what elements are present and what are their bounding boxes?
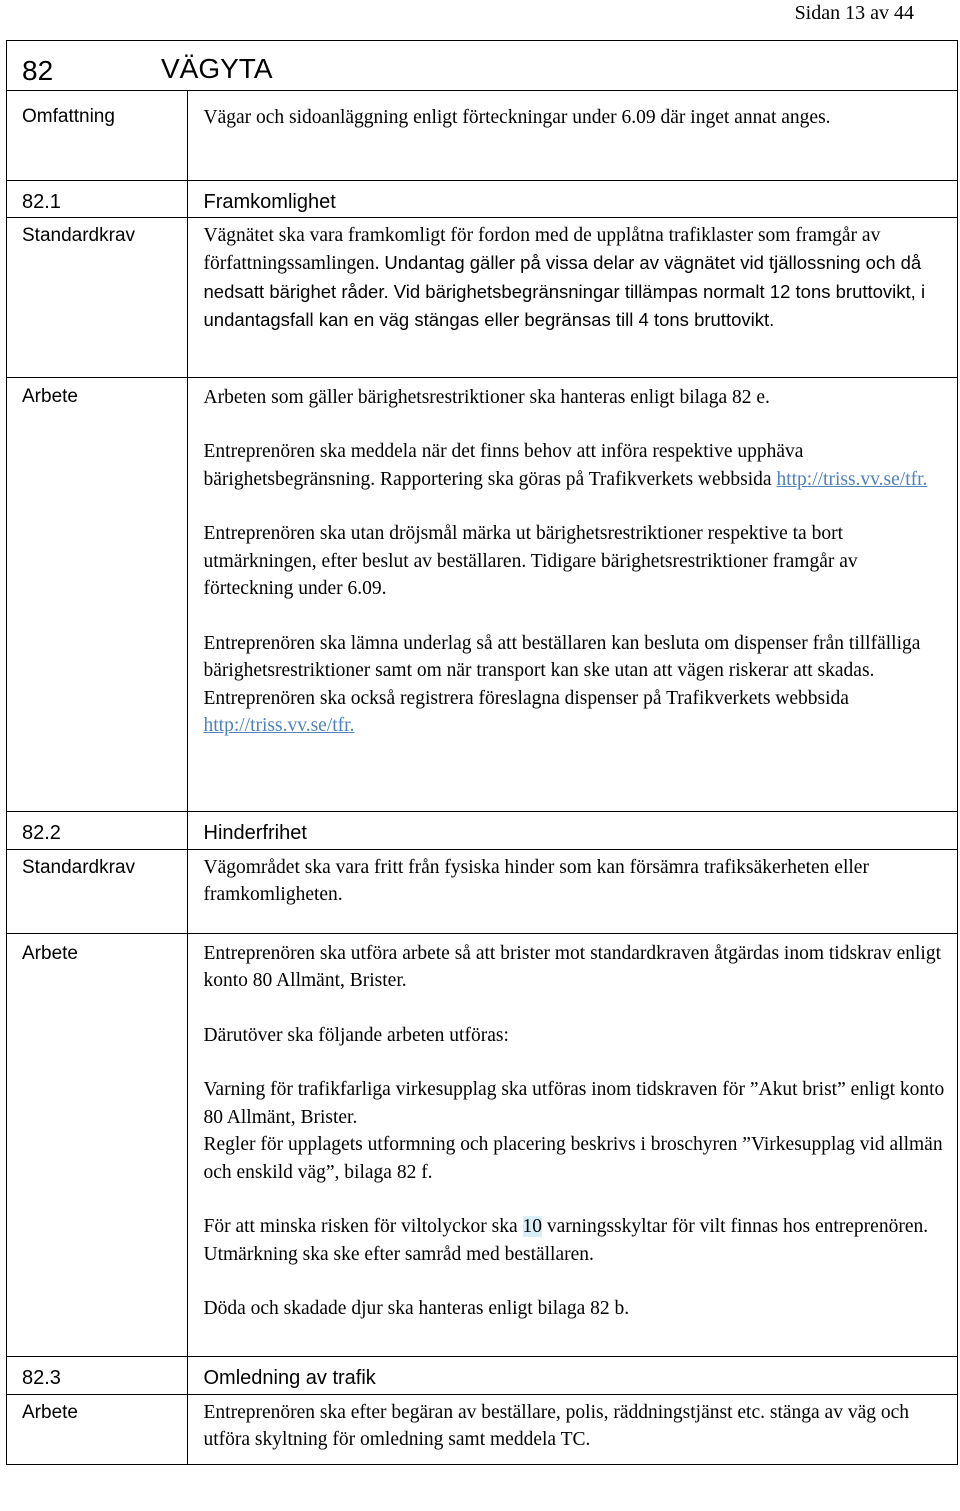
section-821-title: Framkomlighet <box>203 191 336 213</box>
trafikverket-link-1[interactable]: http://triss.vv.se/tfr. <box>776 468 928 490</box>
omfattning-text: Vägar och sidoanläggning enligt förteckningar under 6.09 där inget annat anges. <box>187 91 958 181</box>
section-821-standardkrav-cell <box>187 217 958 377</box>
section-821-standardkrav-text-b: Undantag gäller på vissa delar av vägnätet vid tjällossning och då nedsatt bärighet råder. Vid bärighetsbegränsningar tillämpas normalt 12 tons bruttovikt, i undantagsfall kan en väg stängas eller begränsas till 4 tons bruttovikt. <box>203 252 926 330</box>
section-823-number: 82.3 <box>7 1356 188 1394</box>
title-number: 82 <box>22 55 54 86</box>
section-822-arbete-p5: Döda och skadade djur ska hanteras enligt bilaga 82 b. <box>203 1298 630 1319</box>
section-821-title-cell <box>187 181 958 218</box>
document-table <box>6 40 958 1465</box>
section-822-title: Hinderfrihet <box>203 821 307 844</box>
section-821-number: 82.1 <box>7 181 188 218</box>
section-821-arbete-p4: Entreprenören ska lämna underlag så att beställaren kan besluta om dispenser från tillfälliga bärighetsrestriktioner samt om när transport kan ske utan att vägen riskerar att skadas. Entreprenören ska också registrera föreslagna dispenser på Trafikverkets webbsida <box>203 632 921 709</box>
section-821-arbete-label: Arbete <box>7 377 188 811</box>
omfattning-label: Omfattning <box>7 91 188 181</box>
section-822-standardkrav-text: Vägområdet ska vara fritt från fysiska hinder som kan försämra trafiksäkerheten eller framkomligheten. <box>187 849 958 933</box>
section-823-arbete-text: Entreprenören ska efter begäran av beställare, polis, räddningstjänst etc. stänga av väg och utföra skyltning för omledning samt meddela TC. <box>187 1394 958 1464</box>
section-822-arbete-label: Arbete <box>7 933 188 1356</box>
section-821-standardkrav-label: Standardkrav <box>7 217 188 377</box>
section-823-arbete-label: Arbete <box>7 1394 188 1464</box>
section-822-arbete-p4-post: varningsskyltar för vilt finnas hos entreprenören. Utmärkning ska ske efter samråd med beställaren. <box>203 1216 929 1265</box>
section-822-arbete-p4-pre: För att minska risken för viltolyckor ska <box>203 1216 518 1237</box>
section-821-arbete-p2: Entreprenören ska meddela när det finns behov att införa respektive upphäva bärighetsbegränsning. Rapportering ska göras på Trafikverkets webbsida <box>203 441 804 490</box>
section-822-number: 82.2 <box>7 811 188 849</box>
section-821-standardkrav-text: Vägnätet ska vara framkomligt för fordon med de upplåtna trafiklaster som framgår av författningssamlingen. <box>203 224 881 274</box>
section-822-standardkrav-label: Standardkrav <box>7 849 188 933</box>
section-822-arbete-p3a: Varning för trafikfarliga virkesupplag ska utföras inom tidskraven för ”Akut brist” enligt konto 80 Allmänt, Brister. <box>203 1079 945 1128</box>
section-821-arbete-p1: Arbeten som gäller bärighetsrestriktioner ska hanteras enligt bilaga 82 e. <box>203 386 770 408</box>
section-823-title-cell <box>187 1356 958 1394</box>
title-number-cell <box>7 41 188 91</box>
section-823-title: Omledning av trafik <box>203 1366 376 1389</box>
section-821-arbete-cell <box>187 377 958 811</box>
highlighted-count: 10 <box>522 1216 542 1237</box>
section-821-arbete-p3: Entreprenören ska utan dröjsmål märka ut bärighetsrestriktioner respektive ta bort utmärkningen, efter beslut av beställaren. Tidigare bärighetsrestriktioner framgår av förteckning under 6.09. <box>203 523 858 599</box>
section-822-arbete-p2: Därutöver ska följande arbeten utföras: <box>203 1024 509 1046</box>
section-822-title-cell <box>187 811 958 849</box>
title-text-cell <box>161 41 958 91</box>
section-822-arbete-cell <box>187 933 958 1356</box>
page-number-header: Sidan 13 av 44 <box>794 2 914 24</box>
section-822-arbete-p1: Entreprenören ska utföra arbete så att brister mot standardkraven åtgärdas inom tidskrav enligt konto 80 Allmänt, Brister. <box>203 942 941 991</box>
page-title: VÄGYTA <box>161 53 273 84</box>
trafikverket-link-2[interactable]: http://triss.vv.se/tfr. <box>203 715 355 736</box>
section-822-arbete-p3b: Regler för upplagets utformning och placering beskrivs i broschyren ”Virkesupplag vid allmän och enskild väg”, bilaga 82 f. <box>203 1134 943 1183</box>
